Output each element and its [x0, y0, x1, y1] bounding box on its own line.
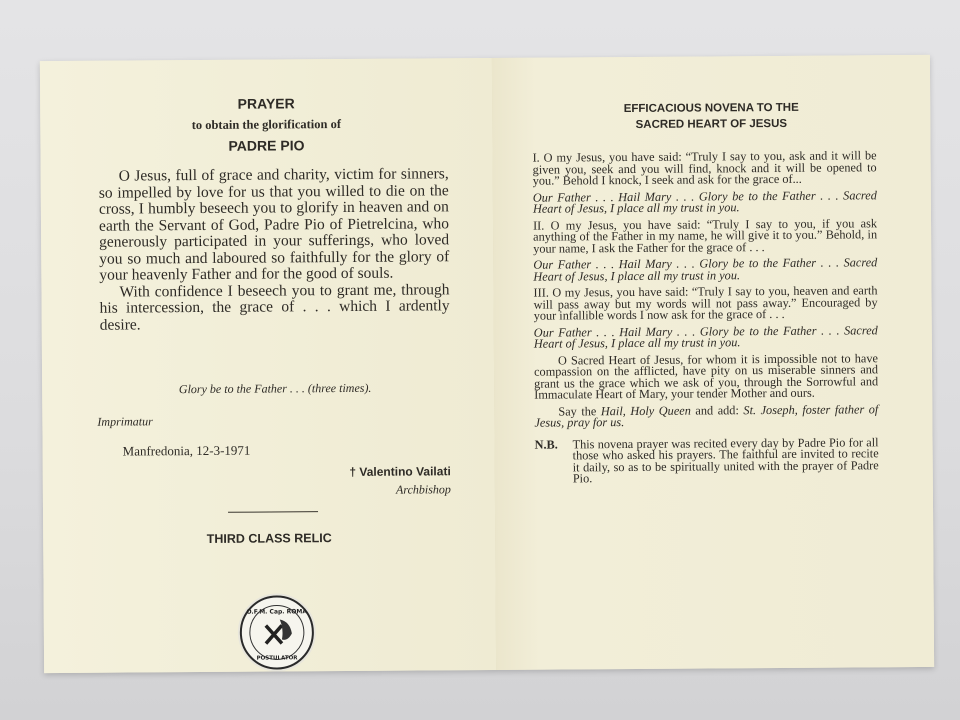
glory-note: Glory be to the Father . . . (three times).	[178, 380, 372, 397]
instruction-prayer: Hail, Holy Queen	[600, 403, 691, 418]
prayer-name: PADRE PIO	[228, 137, 305, 154]
novena-paragraph: III. O my Jesus, you have said: “Truly I say to you, heaven and earth will pass away but my words will not pass away.” Encouraged by your infallible words I now ask for the grace of . . .	[533, 283, 878, 323]
novena-title-line2: SACRED HEART OF JESUS	[635, 117, 788, 131]
novena-title-line1: EFFICACIOUS NOVENA TO THE	[623, 101, 799, 116]
novena-paragraph: I. O my Jesus, you have said: “Truly I say to you, ask and it will be given you, seek and you will find, knock and it will be opened to you.” Behold I knock, I seek and ask for the grace of...	[532, 148, 877, 188]
svg-text:POSTULATOR: POSTULATOR	[256, 655, 298, 662]
novena-response: Our Father . . . Hail Mary . . . Glory be to the Father . . . Sacred Heart of Jesus, I place all my trust in you.	[532, 187, 877, 216]
novena-paragraph: II. O my Jesus, you have said: “Truly I say to you, if you ask anything of the Father in my name, he will give it to you.” Behold, in your name, I ask the Father for the grace of . . .	[532, 215, 878, 256]
place-date: Manfredonia, 12-3-1971	[122, 442, 251, 459]
instruction-text: Say the	[558, 403, 601, 419]
instruction-text: and add:	[690, 402, 744, 418]
novena-response: Our Father . . . Hail Mary . . . Glory be to the Father . . . Sacred Heart of Jesus, I place all my trust in you.	[533, 255, 878, 284]
imprimatur: Imprimatur	[97, 414, 153, 429]
svg-text:O.F.M. Cap. ROMA: O.F.M. Cap. ROMA	[246, 608, 308, 616]
divider	[228, 511, 318, 513]
closing-instruction	[534, 401, 879, 430]
novena-body	[533, 150, 879, 485]
signatory-title: Archbishop	[395, 482, 451, 497]
relic-label: THIRD CLASS RELIC	[206, 531, 332, 546]
instruction-invocation: St. Joseph, foster father of Jesus, pray for us.	[534, 401, 879, 430]
prayer-paragraph: O Jesus, full of grace and charity, victim for sinners, so impelled by love for us that you willed to die on the cross, I humbly beseech you to glorify in heaven and on earth the Servant of God, Padre Pio of Pietrelcina, who generously participated in your sufferings, who loved you so much and laboured so faithfully for the glory of your heavenly Father and for the good of souls.	[98, 165, 450, 284]
left-panel	[40, 58, 496, 673]
prayer-body	[99, 166, 450, 333]
prayer-title: PRAYER	[237, 95, 295, 112]
relic-seal	[240, 595, 315, 670]
novena-response: Our Father . . . Hail Mary . . . Glory be to the Father . . . Sacred Heart of Jesus, I place all my trust in you.	[533, 322, 878, 351]
prayer-paragraph: With confidence I beseech you to grant me, through his intercession, the grace of . . . which I ardently desire.	[99, 280, 450, 334]
nb-text: This novena prayer was recited every day by Padre Pio for all those who asked his prayers. The faithful are invited to recite it daily, so as to be spiritually united with the prayer of Padre Pio.	[572, 434, 879, 486]
seal-emblem-icon	[242, 597, 312, 667]
nb-label: N.B.	[534, 437, 558, 452]
novena-paragraph: O Sacred Heart of Jesus, for whom it is impossible not to have compassion on the afflicted, have pity on us miserable sinners and grant us the grace which we ask of you, through the Sorrowful and Immaculate Heart of Mary, your tender Mother and ours.	[534, 350, 879, 402]
prayer-card	[40, 55, 934, 673]
signatory: † Valentino Vailati	[349, 464, 451, 479]
prayer-subtitle: to obtain the glorification of	[191, 117, 342, 133]
nota-bene	[534, 434, 879, 486]
